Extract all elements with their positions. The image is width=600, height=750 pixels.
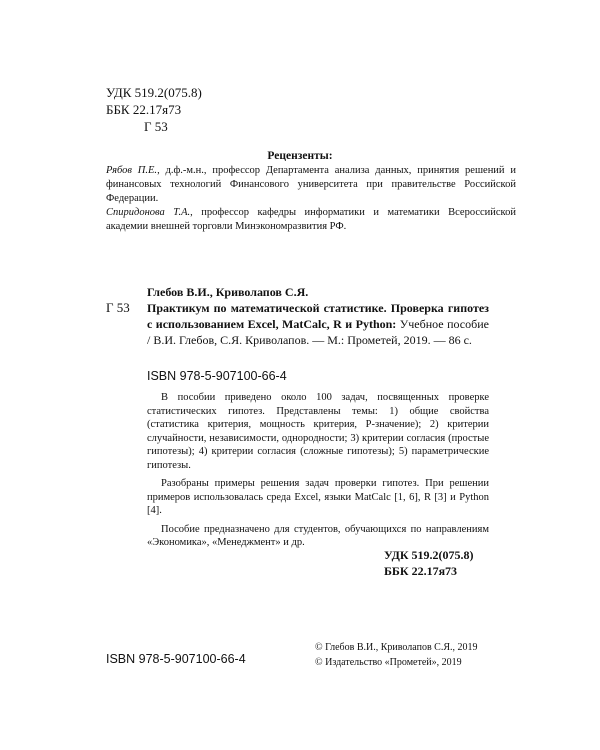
copyright-block bbox=[315, 640, 478, 670]
bbk-code: ББК 22.17я73 bbox=[106, 102, 182, 117]
book-index: Г 53 bbox=[106, 300, 130, 315]
abstract-paragraph-3: Пособие предназначено для студентов, обучающихся по направлениям «Экономика», «Менеджмент» и др. bbox=[147, 523, 489, 548]
reviewers-heading: Рецензенты: bbox=[267, 150, 333, 162]
footer-classification-codes bbox=[384, 547, 474, 579]
book-description: Учебное пособие / В.И. Глебов, С.Я. Криволапов. — М.: Прометей, 2019. — 86 с. bbox=[147, 317, 489, 347]
reviewer-1-text: , д.ф.-м.н., профессор Департамента анализа данных, принятия решений и финансовых технологий Финансового университета при правительстве Российской Федерации. bbox=[106, 165, 516, 204]
reviewer-2-name: Спиридонова Т.А. bbox=[106, 207, 191, 218]
udk-code: УДК 519.2(075.8) bbox=[106, 85, 202, 100]
abstract bbox=[147, 391, 489, 555]
bibliographic-description bbox=[147, 300, 489, 348]
footer-bbk: ББК 22.17я73 bbox=[384, 564, 458, 578]
reviewer-2-text: , профессор кафедры информатики и математики Всероссийской академии внешней торговли Минэкономразвития РФ. bbox=[106, 207, 516, 232]
author-index: Г 53 bbox=[144, 119, 168, 134]
book-authors: Глебов В.И., Криволапов С.Я. bbox=[147, 285, 309, 299]
copyright-authors: © Глебов В.И., Криволапов С.Я., 2019 bbox=[315, 642, 478, 653]
copyright-publisher: © Издательство «Прометей», 2019 bbox=[315, 657, 462, 668]
book-title: Практикум по математической статистике. Проверка гипотез с использованием Excel, MatCalc, R и Python: bbox=[147, 301, 489, 331]
classification-codes bbox=[106, 84, 202, 135]
abstract-paragraph-2: Разобраны примеры решения задач проверки гипотез. При решении примеров использовалась среда Excel, языки MatCalc [1, 6], R [3] и Python [4]. bbox=[147, 478, 489, 516]
book-isbn: ISBN 978-5-907100-66-4 bbox=[147, 369, 287, 383]
reviewer-2 bbox=[106, 206, 516, 234]
reviewers-block bbox=[106, 164, 516, 234]
reviewer-1 bbox=[106, 164, 516, 206]
bottom-isbn: ISBN 978-5-907100-66-4 bbox=[106, 652, 246, 666]
reviewer-1-name: Рябов П.Е. bbox=[106, 165, 158, 176]
abstract-paragraph-1: В пособии приведено около 100 задач, посвященных проверке статистических гипотез. Представлены темы: 1) общие свойства (статистика критерия, мощность критерия, P-значение); 2) критерии случайности, независимости, однородности; 3) критерии согласия (простые гипотезы); 4) критерии согласия (сложные гипотезы); 5) параметрические гипотезы. bbox=[147, 392, 489, 471]
footer-udk: УДК 519.2(075.8) bbox=[384, 548, 474, 562]
